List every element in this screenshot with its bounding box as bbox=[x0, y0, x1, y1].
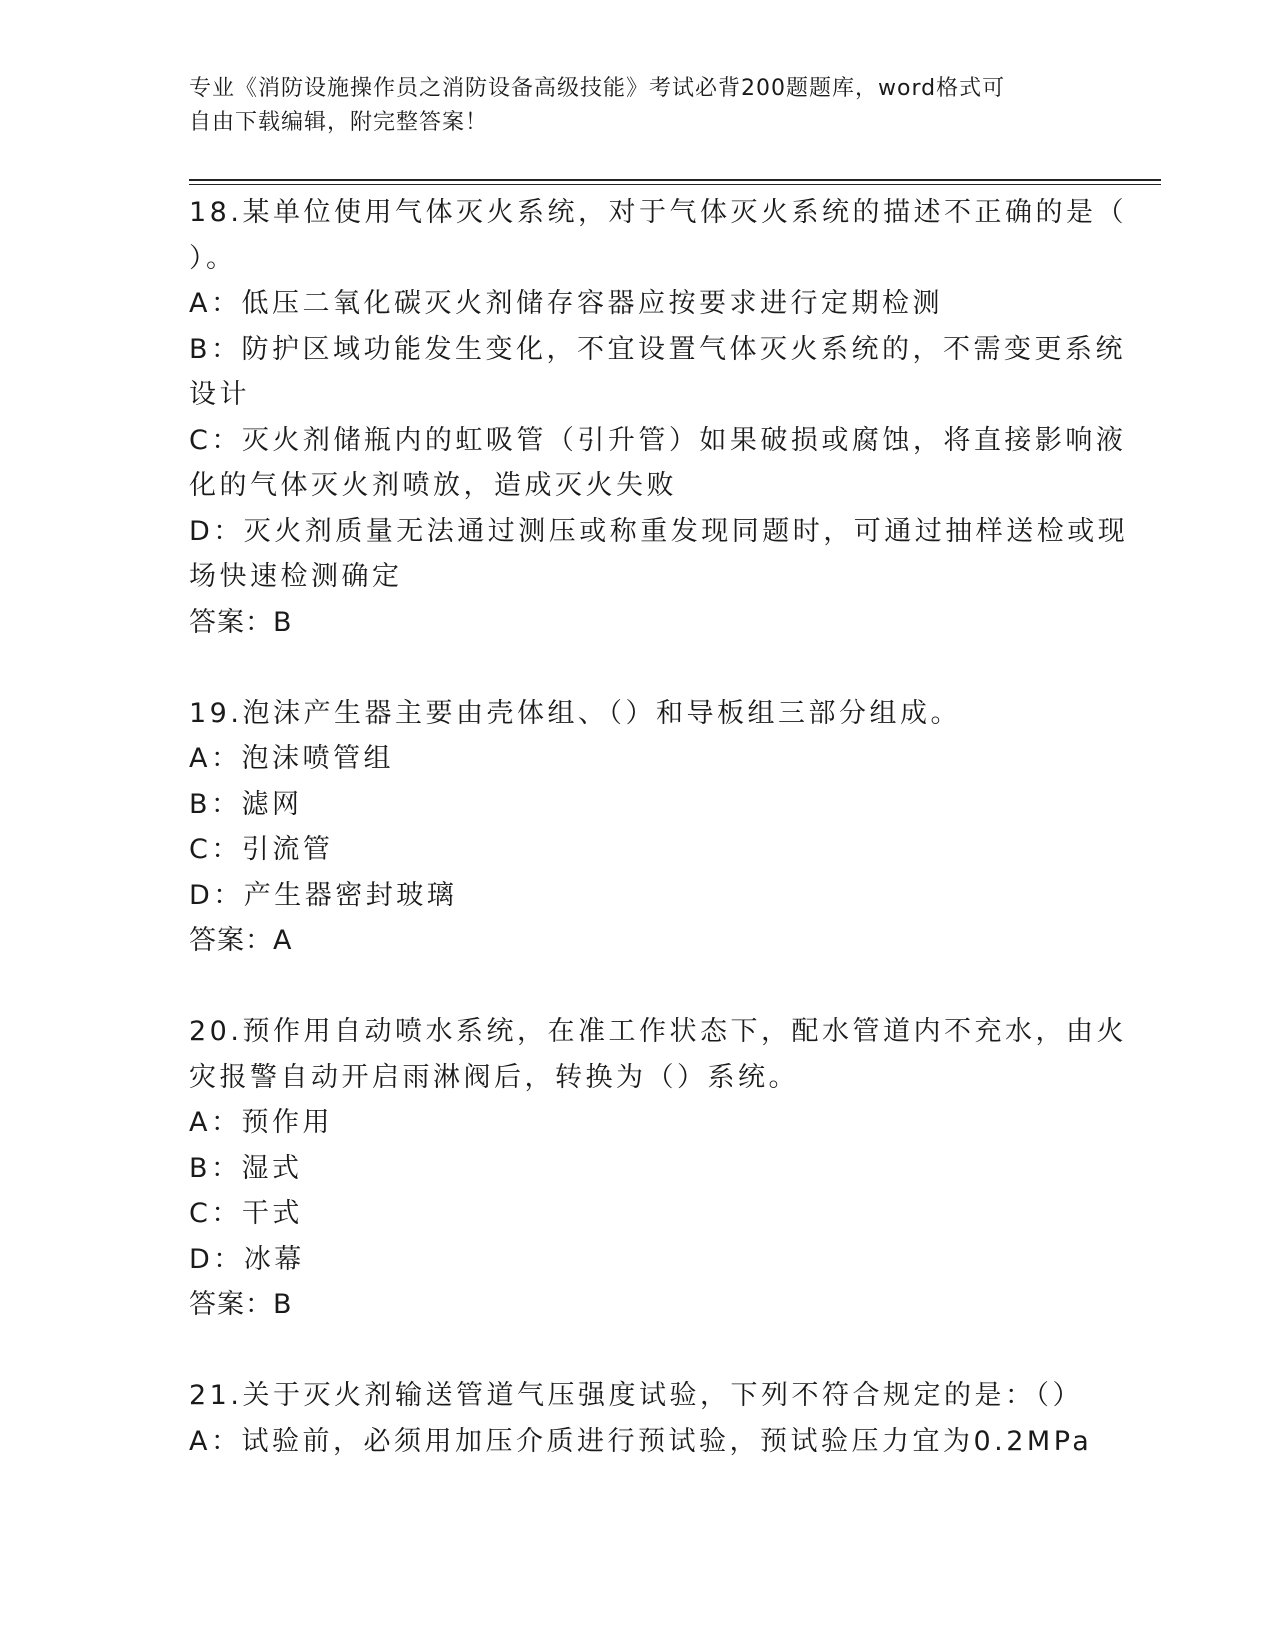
option-a: A：试验前，必须用加压介质进行预试验，预试验压力宜为0.2MPa bbox=[189, 1425, 1093, 1457]
question-text: 21.关于灭火剂输送管道气压强度试验，下列不符合规定的是：（） bbox=[189, 1380, 1083, 1411]
header-line-2: 自由下载编辑，附完整答案！ bbox=[189, 110, 489, 135]
spacer bbox=[189, 964, 1089, 1010]
option-d: 场快速检测确定 bbox=[189, 561, 403, 592]
option-b: 设计 bbox=[189, 379, 250, 410]
question-block-20 bbox=[189, 1009, 1127, 1328]
document-header bbox=[189, 72, 1089, 140]
option-c: C：引流管 bbox=[189, 834, 334, 865]
answer-label: 答案：A bbox=[189, 925, 293, 956]
header-line-1: 专业《消防设施操作员之消防设备高级技能》考试必背200题题库，word格式可 bbox=[189, 76, 1006, 101]
option-c: C：灭火剂储瓶内的虹吸管（引升管）如果破损或腐蚀，将直接影响液 bbox=[189, 424, 1127, 456]
option-d: D：灭火剂质量无法通过测压或称重发现同题时，可通过抽样送检或现 bbox=[189, 515, 1129, 547]
header-divider-thin bbox=[189, 184, 1161, 185]
option-c: C：干式 bbox=[189, 1198, 303, 1229]
answer-label: 答案：B bbox=[189, 1289, 293, 1320]
option-b: B：滤网 bbox=[189, 788, 303, 820]
option-a: A：预作用 bbox=[189, 1107, 333, 1138]
option-d: D：产生器密封玻璃 bbox=[189, 879, 458, 911]
question-block-18 bbox=[189, 190, 1129, 645]
question-text: 19.泡沫产生器主要由壳体组、（）和导板组三部分组成。 bbox=[189, 697, 961, 729]
question-text: ）。 bbox=[189, 242, 237, 274]
option-b: B：防护区域功能发生变化，不宜设置气体灭火系统的，不需变更系统 bbox=[189, 333, 1127, 365]
question-block-19 bbox=[189, 691, 1089, 964]
option-a: A：泡沫喷管组 bbox=[189, 743, 394, 774]
option-a: A：低压二氧化碳灭火剂储存容器应按要求进行定期检测 bbox=[189, 288, 943, 319]
question-list bbox=[189, 190, 1129, 1464]
question-block-21 bbox=[189, 1373, 1093, 1464]
option-c: 化的气体灭火剂喷放，造成灭火失败 bbox=[189, 470, 677, 501]
spacer bbox=[189, 645, 1089, 691]
question-text: 18.某单位使用气体灭火系统，对于气体灭火系统的描述不正确的是（ bbox=[189, 197, 1127, 228]
header-divider-thick bbox=[189, 179, 1161, 181]
question-text: 灾报警自动开启雨淋阀后，转换为（）系统。 bbox=[189, 1061, 799, 1093]
option-b: B：湿式 bbox=[189, 1152, 303, 1184]
option-d: D：冰幕 bbox=[189, 1243, 305, 1275]
question-text: 20.预作用自动喷水系统，在准工作状态下，配水管道内不充水，由火 bbox=[189, 1016, 1127, 1047]
answer-label: 答案：B bbox=[189, 606, 293, 638]
spacer bbox=[189, 1328, 1089, 1374]
